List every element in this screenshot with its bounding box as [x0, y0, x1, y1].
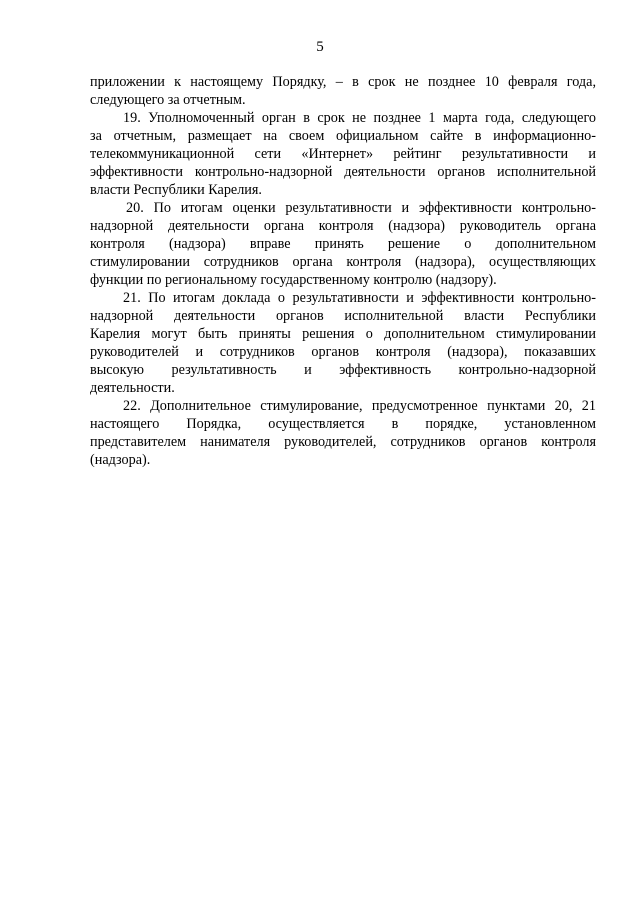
- text-line: руководителей и сотрудников органов контроля (надзора), показавших: [90, 344, 596, 360]
- text-line: стимулировании сотрудников органа контроля (надзора), осуществляющих: [90, 254, 596, 270]
- text-line: Карелия могут быть приняты решения о дополнительном стимулировании: [90, 326, 596, 342]
- text-line: настоящего Порядка, осуществляется в порядке, установленном: [90, 416, 596, 432]
- text-line: надзорной деятельности органов исполнительной власти Республики: [90, 308, 596, 324]
- text-line: деятельности.: [90, 380, 175, 396]
- paragraph-19: [90, 109, 596, 199]
- text-line: за отчетным, размещает на своем официальном сайте в информационно-: [90, 128, 596, 144]
- document-body: [90, 73, 596, 469]
- text-line: 21. По итогам доклада о результативности и эффективности контрольно-: [123, 290, 596, 306]
- paragraph-22: [90, 397, 596, 469]
- text-line: 19. Уполномоченный орган в срок не позднее 1 марта года, следующего: [123, 110, 596, 126]
- text-line: (надзора).: [90, 452, 151, 468]
- text-line: представителем нанимателя руководителей, сотрудников органов контроля: [90, 434, 596, 450]
- text-line: функции по региональному государственному контролю (надзору).: [90, 272, 497, 288]
- text-line: контроля (надзора) вправе принять решение о дополнительном: [90, 236, 596, 252]
- text-line: власти Республики Карелия.: [90, 182, 262, 198]
- paragraph-continuation: [90, 73, 596, 109]
- text-line: эффективности контрольно-надзорной деятельности органов исполнительной: [90, 164, 596, 180]
- text-line: следующего за отчетным.: [90, 92, 246, 108]
- page-number: 5: [316, 39, 324, 55]
- text-line: 22. Дополнительное стимулирование, предусмотренное пунктами 20, 21: [123, 398, 596, 414]
- text-line: 20. По итогам оценки результативности и эффективности контрольно-: [126, 200, 596, 216]
- text-line: приложении к настоящему Порядку, – в срок не позднее 10 февраля года,: [90, 74, 596, 90]
- paragraph-21: [90, 289, 596, 397]
- text-line: телекоммуникационной сети «Интернет» рейтинг результативности и: [90, 146, 596, 162]
- paragraph-20: [90, 199, 596, 289]
- text-line: высокую результативность и эффективность контрольно-надзорной: [90, 362, 596, 378]
- text-line: надзорной деятельности органа контроля (надзора) руководитель органа: [90, 218, 596, 234]
